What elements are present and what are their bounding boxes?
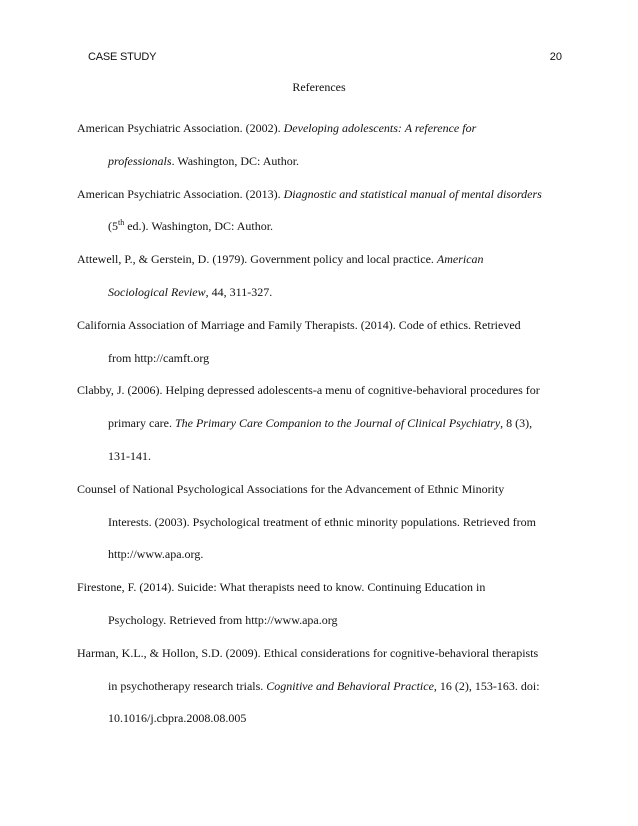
reference-text: Psychology. Retrieved from http://www.apa.org bbox=[108, 612, 338, 627]
reference-title: The Primary Care Companion to the Journal of Clinical Psychiatry bbox=[174, 416, 501, 431]
reference-entry-8 bbox=[77, 637, 567, 735]
reference-entry-7 bbox=[77, 571, 567, 637]
reference-title: Developing adolescents: A reference for bbox=[283, 121, 477, 135]
reference-entry-3 bbox=[77, 243, 567, 309]
reference-text: Harman, K.L., & Hollon, S.D. (2009). Ethical considerations for cognitive-behavioral therapists bbox=[77, 645, 539, 660]
superscript: th bbox=[118, 218, 125, 228]
reference-text: , 44, 311-327. bbox=[205, 284, 273, 299]
reference-text: Counsel of National Psychological Associations for the Advancement of Ethnic Minority bbox=[77, 481, 505, 496]
reference-entry-2 bbox=[77, 178, 567, 244]
reference-title: Cognitive and Behavioral Practice bbox=[266, 678, 434, 693]
reference-text: (5 bbox=[108, 219, 118, 234]
reference-entry-5 bbox=[77, 374, 567, 472]
reference-text: . Washington, DC: Author. bbox=[171, 153, 300, 168]
reference-entry-1 bbox=[77, 112, 567, 178]
reference-list bbox=[77, 112, 567, 735]
reference-text: ed.). Washington, DC: Author. bbox=[124, 219, 274, 234]
reference-text: primary care. bbox=[108, 416, 175, 431]
reference-text: American Psychiatric Association. (2013). bbox=[77, 186, 284, 201]
reference-text: Clabby, J. (2006). Helping depressed adolescents-a menu of cognitive-behavioral procedures for bbox=[77, 383, 540, 398]
reference-text: in psychotherapy research trials. bbox=[108, 678, 267, 693]
reference-text: 131-141. bbox=[108, 448, 151, 463]
reference-title: American bbox=[436, 252, 484, 267]
reference-title: professionals bbox=[108, 153, 172, 168]
reference-title: Sociological Review bbox=[108, 284, 206, 299]
page-number: 20 bbox=[549, 51, 562, 63]
reference-text: California Association of Marriage and Family Therapists. (2014). Code of ethics. Retrieved bbox=[77, 317, 521, 332]
reference-text: , 16 (2), 153-163. doi: bbox=[433, 678, 540, 693]
reference-entry-4 bbox=[77, 309, 567, 375]
running-head: CASE STUDY bbox=[88, 51, 157, 63]
reference-text: , 8 (3), bbox=[500, 416, 533, 431]
reference-text: Interests. (2003). Psychological treatment of ethnic minority populations. Retrieved from bbox=[108, 514, 536, 529]
reference-text: from http://camft.org bbox=[108, 350, 210, 365]
reference-title: Diagnostic and statistical manual of mental disorders bbox=[283, 186, 542, 201]
page-title: References bbox=[292, 80, 346, 94]
reference-text: http://www.apa.org. bbox=[108, 547, 204, 562]
reference-text: 10.1016/j.cbpra.2008.08.005 bbox=[108, 711, 247, 726]
reference-entry-6 bbox=[77, 473, 567, 571]
reference-text: American Psychiatric Association. (2002). bbox=[77, 121, 284, 135]
reference-text: Firestone, F. (2014). Suicide: What therapists need to know. Continuing Education in bbox=[77, 580, 486, 595]
reference-text: Attewell, P., & Gerstein, D. (1979). Government policy and local practice. bbox=[77, 252, 437, 267]
